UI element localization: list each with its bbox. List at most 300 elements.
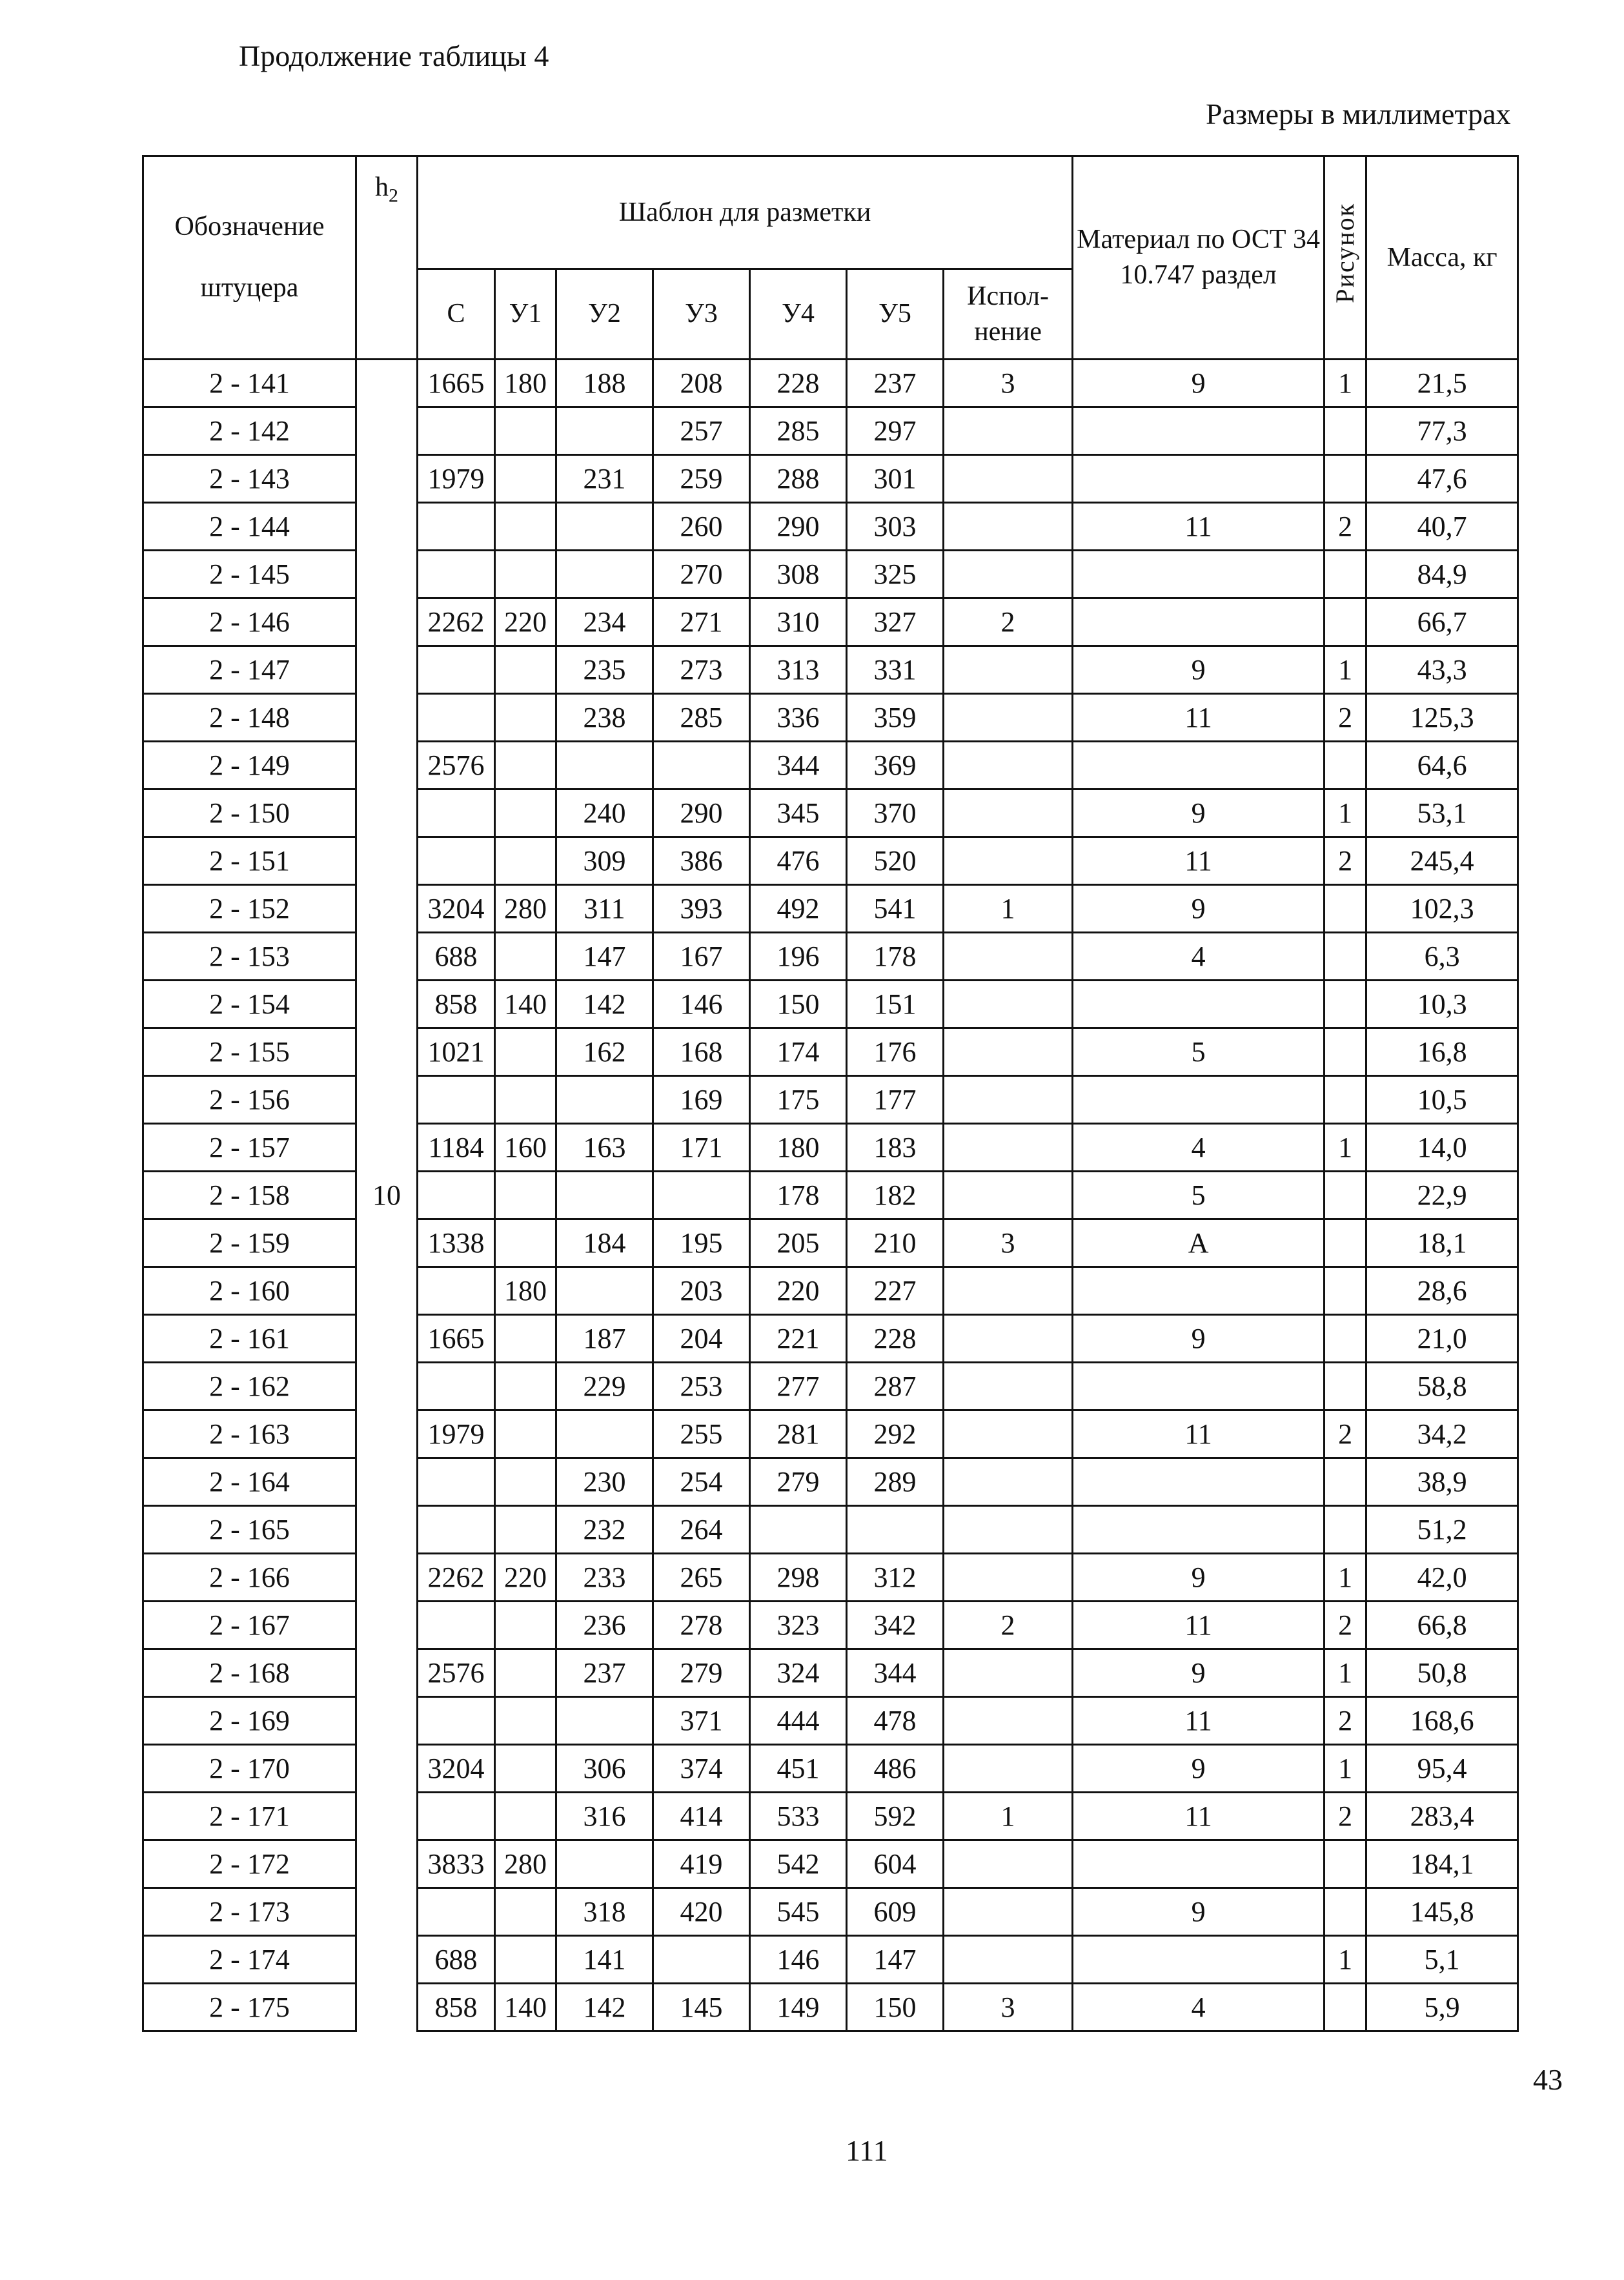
cell-C: 1184 xyxy=(418,1124,495,1172)
cell-y2: 311 xyxy=(556,885,653,933)
cell-y2: 235 xyxy=(556,646,653,694)
cell-y2: 188 xyxy=(556,360,653,407)
cell-ex: 3 xyxy=(944,1219,1073,1267)
cell-y1: 180 xyxy=(495,360,556,407)
cell-id: 2 - 152 xyxy=(143,885,356,933)
cell-y2 xyxy=(556,1697,653,1745)
cell-y4: 277 xyxy=(750,1363,847,1410)
cell-y4: 220 xyxy=(750,1267,847,1315)
cell-ex xyxy=(944,1124,1073,1172)
cell-y2: 231 xyxy=(556,455,653,503)
cell-C xyxy=(418,837,495,885)
cell-y5: 182 xyxy=(847,1172,944,1219)
cell-mass: 102,3 xyxy=(1366,885,1518,933)
cell-y2: 318 xyxy=(556,1888,653,1936)
table-row xyxy=(143,455,1518,503)
cell-y1: 140 xyxy=(495,1984,556,2031)
cell-mass: 16,8 xyxy=(1366,1028,1518,1076)
header-designation xyxy=(143,156,356,360)
cell-id: 2 - 142 xyxy=(143,407,356,455)
cell-y1 xyxy=(495,1172,556,1219)
cell-mat xyxy=(1073,1267,1325,1315)
cell-y2 xyxy=(556,551,653,598)
cell-y4: 324 xyxy=(750,1649,847,1697)
cell-y1 xyxy=(495,1697,556,1745)
cell-mat: 11 xyxy=(1073,1793,1325,1840)
cell-ex xyxy=(944,1649,1073,1697)
cell-y4: 451 xyxy=(750,1745,847,1793)
cell-y4: 345 xyxy=(750,789,847,837)
cell-fig: 1 xyxy=(1325,1554,1366,1602)
cell-fig: 1 xyxy=(1325,789,1366,837)
cell-h2 xyxy=(356,1124,418,1172)
table-row xyxy=(143,1458,1518,1506)
cell-h2 xyxy=(356,694,418,742)
cell-fig: 1 xyxy=(1325,1936,1366,1984)
cell-h2 xyxy=(356,1219,418,1267)
cell-y5: 342 xyxy=(847,1602,944,1649)
cell-y4: 228 xyxy=(750,360,847,407)
cell-fig xyxy=(1325,1028,1366,1076)
cell-mass: 21,5 xyxy=(1366,360,1518,407)
cell-y1 xyxy=(495,1649,556,1697)
cell-C xyxy=(418,694,495,742)
cell-ex xyxy=(944,1363,1073,1410)
cell-C: 2262 xyxy=(418,598,495,646)
header-execution: Испол- нение xyxy=(944,269,1073,360)
cell-y2: 237 xyxy=(556,1649,653,1697)
cell-id: 2 - 154 xyxy=(143,981,356,1028)
cell-h2 xyxy=(356,742,418,789)
table-row xyxy=(143,1840,1518,1888)
cell-y1 xyxy=(495,646,556,694)
table-row xyxy=(143,1363,1518,1410)
cell-id: 2 - 147 xyxy=(143,646,356,694)
cell-fig: 1 xyxy=(1325,1649,1366,1697)
cell-C: 858 xyxy=(418,981,495,1028)
cell-id: 2 - 145 xyxy=(143,551,356,598)
cell-mass: 184,1 xyxy=(1366,1840,1518,1888)
cell-fig: 1 xyxy=(1325,646,1366,694)
cell-y1: 160 xyxy=(495,1124,556,1172)
cell-y3: 145 xyxy=(653,1984,750,2031)
cell-C xyxy=(418,1458,495,1506)
cell-fig: 2 xyxy=(1325,1697,1366,1745)
cell-y4: 545 xyxy=(750,1888,847,1936)
cell-fig xyxy=(1325,1315,1366,1363)
cell-mat xyxy=(1073,742,1325,789)
cell-y1 xyxy=(495,1315,556,1363)
fittings-table xyxy=(142,155,1519,2032)
cell-y2 xyxy=(556,1840,653,1888)
cell-fig xyxy=(1325,1076,1366,1124)
cell-ex xyxy=(944,742,1073,789)
cell-y4: 285 xyxy=(750,407,847,455)
cell-y3: 254 xyxy=(653,1458,750,1506)
cell-C xyxy=(418,1172,495,1219)
cell-h2 xyxy=(356,1602,418,1649)
cell-h2 xyxy=(356,1267,418,1315)
cell-id: 2 - 166 xyxy=(143,1554,356,1602)
cell-mat xyxy=(1073,1506,1325,1554)
cell-y3: 167 xyxy=(653,933,750,981)
cell-C: 2262 xyxy=(418,1554,495,1602)
cell-y3: 208 xyxy=(653,360,750,407)
cell-h2 xyxy=(356,1888,418,1936)
cell-fig: 2 xyxy=(1325,694,1366,742)
table-row xyxy=(143,1602,1518,1649)
cell-mat: 9 xyxy=(1073,1649,1325,1697)
cell-id: 2 - 167 xyxy=(143,1602,356,1649)
cell-mat xyxy=(1073,1936,1325,1984)
cell-id: 2 - 153 xyxy=(143,933,356,981)
cell-y3 xyxy=(653,1936,750,1984)
cell-y5: 370 xyxy=(847,789,944,837)
cell-y2: 306 xyxy=(556,1745,653,1793)
cell-y1 xyxy=(495,1506,556,1554)
cell-C xyxy=(418,1076,495,1124)
table-row xyxy=(143,885,1518,933)
cell-ex: 2 xyxy=(944,598,1073,646)
cell-y4: 444 xyxy=(750,1697,847,1745)
cell-y3: 264 xyxy=(653,1506,750,1554)
cell-ex xyxy=(944,1076,1073,1124)
cell-y1: 220 xyxy=(495,1554,556,1602)
cell-y5: 486 xyxy=(847,1745,944,1793)
cell-fig xyxy=(1325,455,1366,503)
cell-mat: 9 xyxy=(1073,885,1325,933)
table-row xyxy=(143,742,1518,789)
cell-y3: 146 xyxy=(653,981,750,1028)
cell-id: 2 - 149 xyxy=(143,742,356,789)
cell-y3: 420 xyxy=(653,1888,750,1936)
cell-C: 3204 xyxy=(418,885,495,933)
cell-mat: 11 xyxy=(1073,503,1325,551)
cell-y3: 253 xyxy=(653,1363,750,1410)
cell-fig xyxy=(1325,742,1366,789)
cell-mass: 66,7 xyxy=(1366,598,1518,646)
cell-y4: 344 xyxy=(750,742,847,789)
cell-mat: 11 xyxy=(1073,1602,1325,1649)
cell-id: 2 - 164 xyxy=(143,1458,356,1506)
cell-id: 2 - 162 xyxy=(143,1363,356,1410)
cell-mat: 4 xyxy=(1073,1124,1325,1172)
cell-y2 xyxy=(556,742,653,789)
cell-y3: 374 xyxy=(653,1745,750,1793)
cell-y2 xyxy=(556,407,653,455)
cell-y2: 240 xyxy=(556,789,653,837)
header-material: Материал по ОСТ 34 10.747 раздел xyxy=(1073,156,1325,360)
table-row xyxy=(143,407,1518,455)
cell-ex: 1 xyxy=(944,1793,1073,1840)
cell-y4 xyxy=(750,1506,847,1554)
cell-y3: 273 xyxy=(653,646,750,694)
cell-y2: 163 xyxy=(556,1124,653,1172)
cell-y2 xyxy=(556,503,653,551)
cell-h2 xyxy=(356,1458,418,1506)
cell-fig: 2 xyxy=(1325,1793,1366,1840)
cell-ex xyxy=(944,503,1073,551)
cell-y5: 151 xyxy=(847,981,944,1028)
cell-y3: 204 xyxy=(653,1315,750,1363)
cell-y5: 297 xyxy=(847,407,944,455)
cell-id: 2 - 157 xyxy=(143,1124,356,1172)
cell-h2 xyxy=(356,1315,418,1363)
cell-fig xyxy=(1325,1458,1366,1506)
cell-mass: 283,4 xyxy=(1366,1793,1518,1840)
header-figure xyxy=(1325,156,1366,360)
cell-y3: 278 xyxy=(653,1602,750,1649)
cell-y4: 298 xyxy=(750,1554,847,1602)
cell-y5: 210 xyxy=(847,1219,944,1267)
cell-y3: 168 xyxy=(653,1028,750,1076)
table-row xyxy=(143,1697,1518,1745)
cell-mat: 11 xyxy=(1073,1697,1325,1745)
cell-id: 2 - 158 xyxy=(143,1172,356,1219)
cell-C: 3204 xyxy=(418,1745,495,1793)
table-row xyxy=(143,360,1518,407)
cell-y5: 478 xyxy=(847,1697,944,1745)
cell-y2 xyxy=(556,1267,653,1315)
cell-y5: 520 xyxy=(847,837,944,885)
cell-ex: 2 xyxy=(944,1602,1073,1649)
cell-y3: 265 xyxy=(653,1554,750,1602)
table-row xyxy=(143,1124,1518,1172)
cell-y5: 325 xyxy=(847,551,944,598)
cell-y4: 175 xyxy=(750,1076,847,1124)
cell-y3: 285 xyxy=(653,694,750,742)
cell-ex xyxy=(944,1936,1073,1984)
cell-mat xyxy=(1073,598,1325,646)
cell-y2: 230 xyxy=(556,1458,653,1506)
cell-ex xyxy=(944,933,1073,981)
cell-mat: 9 xyxy=(1073,789,1325,837)
cell-h2 xyxy=(356,1984,418,2031)
cell-ex xyxy=(944,551,1073,598)
cell-mat xyxy=(1073,1840,1325,1888)
cell-y3: 255 xyxy=(653,1410,750,1458)
cell-id: 2 - 168 xyxy=(143,1649,356,1697)
cell-mat: 9 xyxy=(1073,1554,1325,1602)
cell-C: 1979 xyxy=(418,1410,495,1458)
cell-mass: 77,3 xyxy=(1366,407,1518,455)
cell-mat xyxy=(1073,1363,1325,1410)
cell-id: 2 - 160 xyxy=(143,1267,356,1315)
cell-ex xyxy=(944,1697,1073,1745)
cell-ex xyxy=(944,1172,1073,1219)
table-row xyxy=(143,1028,1518,1076)
table-row xyxy=(143,789,1518,837)
cell-h2 xyxy=(356,1076,418,1124)
cell-y4: 313 xyxy=(750,646,847,694)
cell-y1 xyxy=(495,407,556,455)
cell-C xyxy=(418,1267,495,1315)
cell-id: 2 - 169 xyxy=(143,1697,356,1745)
cell-C: 1665 xyxy=(418,360,495,407)
cell-id: 2 - 171 xyxy=(143,1793,356,1840)
cell-y5: 609 xyxy=(847,1888,944,1936)
table-row xyxy=(143,1793,1518,1840)
cell-y2: 316 xyxy=(556,1793,653,1840)
cell-y1 xyxy=(495,1793,556,1840)
cell-y2: 309 xyxy=(556,837,653,885)
cell-id: 2 - 146 xyxy=(143,598,356,646)
cell-mass: 40,7 xyxy=(1366,503,1518,551)
cell-y2: 238 xyxy=(556,694,653,742)
cell-y5: 227 xyxy=(847,1267,944,1315)
cell-y3 xyxy=(653,742,750,789)
cell-id: 2 - 156 xyxy=(143,1076,356,1124)
cell-h2 xyxy=(356,646,418,694)
cell-ex xyxy=(944,1506,1073,1554)
cell-mass: 168,6 xyxy=(1366,1697,1518,1745)
cell-fig xyxy=(1325,1363,1366,1410)
cell-h2 xyxy=(356,1410,418,1458)
cell-id: 2 - 143 xyxy=(143,455,356,503)
cell-y2: 142 xyxy=(556,1984,653,2031)
cell-fig: 1 xyxy=(1325,1124,1366,1172)
cell-mass: 50,8 xyxy=(1366,1649,1518,1697)
cell-mass: 245,4 xyxy=(1366,837,1518,885)
cell-h2 xyxy=(356,1554,418,1602)
cell-y1 xyxy=(495,455,556,503)
cell-y2 xyxy=(556,1172,653,1219)
cell-mat: 11 xyxy=(1073,837,1325,885)
cell-y1 xyxy=(495,1602,556,1649)
cell-y5 xyxy=(847,1506,944,1554)
cell-y1 xyxy=(495,837,556,885)
cell-mass: 95,4 xyxy=(1366,1745,1518,1793)
cell-y1: 280 xyxy=(495,1840,556,1888)
cell-y2: 184 xyxy=(556,1219,653,1267)
cell-fig: 2 xyxy=(1325,1602,1366,1649)
cell-mass: 51,2 xyxy=(1366,1506,1518,1554)
table-row xyxy=(143,1745,1518,1793)
cell-y3: 271 xyxy=(653,598,750,646)
cell-C xyxy=(418,1697,495,1745)
cell-fig xyxy=(1325,885,1366,933)
cell-y1 xyxy=(495,1363,556,1410)
cell-y1 xyxy=(495,551,556,598)
table-row xyxy=(143,1554,1518,1602)
cell-C xyxy=(418,789,495,837)
cell-C xyxy=(418,646,495,694)
cell-h2 xyxy=(356,407,418,455)
cell-h2 xyxy=(356,551,418,598)
cell-y2 xyxy=(556,1076,653,1124)
cell-ex xyxy=(944,1458,1073,1506)
cell-C xyxy=(418,407,495,455)
cell-id: 2 - 174 xyxy=(143,1936,356,1984)
cell-h2 xyxy=(356,837,418,885)
cell-id: 2 - 141 xyxy=(143,360,356,407)
cell-mat: 9 xyxy=(1073,646,1325,694)
cell-y5: 287 xyxy=(847,1363,944,1410)
cell-y1 xyxy=(495,1458,556,1506)
cell-h2 xyxy=(356,360,418,407)
cell-fig xyxy=(1325,933,1366,981)
cell-ex xyxy=(944,407,1073,455)
cell-h2 xyxy=(356,455,418,503)
cell-mass: 5,1 xyxy=(1366,1936,1518,1984)
cell-id: 2 - 148 xyxy=(143,694,356,742)
cell-y3: 290 xyxy=(653,789,750,837)
cell-mass: 22,9 xyxy=(1366,1172,1518,1219)
page-number: 43 xyxy=(1533,2063,1563,2096)
cell-y3: 171 xyxy=(653,1124,750,1172)
cell-mass: 10,3 xyxy=(1366,981,1518,1028)
cell-mat: 4 xyxy=(1073,1984,1325,2031)
header-c: C xyxy=(418,269,495,360)
cell-y1 xyxy=(495,1745,556,1793)
cell-mat: 9 xyxy=(1073,360,1325,407)
cell-h2 xyxy=(356,789,418,837)
cell-y3: 386 xyxy=(653,837,750,885)
cell-y5: 289 xyxy=(847,1458,944,1506)
cell-y5: 301 xyxy=(847,455,944,503)
table-row xyxy=(143,503,1518,551)
cell-y5: 183 xyxy=(847,1124,944,1172)
cell-y3: 371 xyxy=(653,1697,750,1745)
cell-y1 xyxy=(495,694,556,742)
cell-y1 xyxy=(495,1936,556,1984)
cell-ex xyxy=(944,455,1073,503)
cell-y1: 140 xyxy=(495,981,556,1028)
cell-y4: 476 xyxy=(750,837,847,885)
header-designation-line1: Обозначение xyxy=(174,212,325,242)
cell-fig xyxy=(1325,1984,1366,2031)
cell-y1 xyxy=(495,1219,556,1267)
cell-id: 2 - 173 xyxy=(143,1888,356,1936)
cell-y4: 336 xyxy=(750,694,847,742)
cell-y4: 196 xyxy=(750,933,847,981)
cell-ex xyxy=(944,1315,1073,1363)
cell-y5: 604 xyxy=(847,1840,944,1888)
cell-mass: 47,6 xyxy=(1366,455,1518,503)
cell-fig: 1 xyxy=(1325,360,1366,407)
cell-C: 688 xyxy=(418,1936,495,1984)
cell-y2: 187 xyxy=(556,1315,653,1363)
cell-y3: 169 xyxy=(653,1076,750,1124)
cell-C: 1979 xyxy=(418,455,495,503)
cell-y1 xyxy=(495,503,556,551)
cell-ex xyxy=(944,837,1073,885)
cell-mass: 64,6 xyxy=(1366,742,1518,789)
cell-y5: 359 xyxy=(847,694,944,742)
table-row xyxy=(143,1315,1518,1363)
cell-y5: 303 xyxy=(847,503,944,551)
cell-y4: 533 xyxy=(750,1793,847,1840)
table-row xyxy=(143,1936,1518,1984)
table-row xyxy=(143,1984,1518,2031)
cell-y5: 369 xyxy=(847,742,944,789)
cell-mat: 9 xyxy=(1073,1315,1325,1363)
table-row xyxy=(143,1888,1518,1936)
cell-y4: 221 xyxy=(750,1315,847,1363)
cell-mat: 11 xyxy=(1073,1410,1325,1458)
cell-y2: 233 xyxy=(556,1554,653,1602)
table-row xyxy=(143,1076,1518,1124)
header-y3: У3 xyxy=(653,269,750,360)
cell-y4: 180 xyxy=(750,1124,847,1172)
cell-id: 2 - 155 xyxy=(143,1028,356,1076)
cell-fig xyxy=(1325,551,1366,598)
cell-mass: 21,0 xyxy=(1366,1315,1518,1363)
cell-y5: 178 xyxy=(847,933,944,981)
cell-ex xyxy=(944,1028,1073,1076)
table-row xyxy=(143,1219,1518,1267)
cell-id: 2 - 159 xyxy=(143,1219,356,1267)
